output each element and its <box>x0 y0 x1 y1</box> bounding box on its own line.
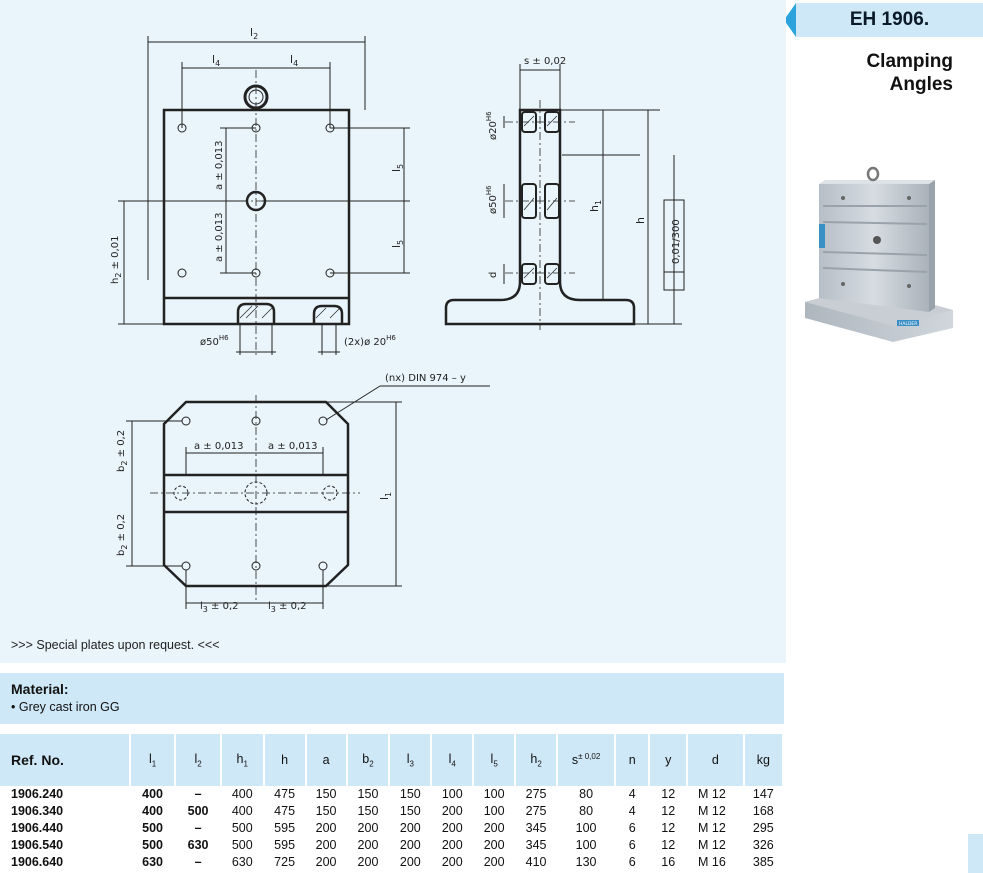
table-cell: 630 <box>175 837 221 854</box>
dim-l5-lower: $l_5$ <box>390 239 405 248</box>
col-header-7: $l_3$ <box>389 734 431 786</box>
dim-d50: $ø50^{H6}$ <box>200 334 229 348</box>
table-cell: 200 <box>306 854 347 871</box>
table-cell: 500 <box>221 837 264 854</box>
dim-l1: $l_1$ <box>378 491 393 500</box>
table-cell: 200 <box>473 820 515 837</box>
material-item: • Grey cast iron GG <box>11 700 120 714</box>
table-cell: 1906.540 <box>0 837 130 854</box>
col-header-12: n <box>615 734 649 786</box>
table-cell: 400 <box>221 786 264 803</box>
table-cell: 150 <box>347 803 390 820</box>
table-cell: 6 <box>615 837 649 854</box>
table-cell: 16 <box>649 854 687 871</box>
dim-l5-upper: $l_5$ <box>390 163 405 172</box>
title-line-2: Angles <box>889 74 953 95</box>
table-row <box>0 786 783 803</box>
table-cell: 12 <box>649 803 687 820</box>
material-section <box>0 673 784 724</box>
table-cell: 275 <box>515 786 557 803</box>
table-cell: 200 <box>389 820 431 837</box>
table-cell: 100 <box>473 803 515 820</box>
table-cell: 100 <box>473 786 515 803</box>
table-cell: 200 <box>431 854 473 871</box>
table-cell: 500 <box>130 820 176 837</box>
dim-b2-lower: $b_2 \pm 0,2$ <box>116 513 129 556</box>
front-plate-outline <box>164 110 349 324</box>
dim-d20-side: $ø20^{H6}$ <box>485 111 499 140</box>
table-cell: 400 <box>221 803 264 820</box>
table-cell: 4 <box>615 803 649 820</box>
table-cell: 150 <box>306 803 347 820</box>
table-cell: 200 <box>347 854 390 871</box>
col-header-5: a <box>306 734 347 786</box>
dim-b2-upper: $b_2 \pm 0,2$ <box>116 429 129 472</box>
col-header-10: $h_2$ <box>515 734 557 786</box>
col-header-11: $s^{\pm 0,02}$ <box>557 734 615 786</box>
table-cell: 345 <box>515 820 557 837</box>
table-cell: 385 <box>744 854 783 871</box>
table-cell: 150 <box>347 786 390 803</box>
product-title <box>866 50 953 96</box>
table-cell: 12 <box>649 837 687 854</box>
dim-h: h <box>634 217 647 224</box>
product-tab <box>796 3 983 37</box>
table-cell: 400 <box>130 786 176 803</box>
table-row <box>0 803 783 820</box>
table-row <box>0 820 783 837</box>
table-cell: 100 <box>557 820 615 837</box>
table-cell: M 12 <box>687 803 744 820</box>
dim-l2: $l_2$ <box>250 26 259 41</box>
flatness-tolerance: 0,01/300 <box>671 219 682 264</box>
col-header-4: h <box>264 734 306 786</box>
table-cell: 595 <box>264 837 306 854</box>
col-header-8: $l_4$ <box>431 734 473 786</box>
table-cell: 630 <box>221 854 264 871</box>
table-cell: 200 <box>473 837 515 854</box>
table-cell: 100 <box>431 786 473 803</box>
table-cell: 275 <box>515 803 557 820</box>
table-cell: 168 <box>744 803 783 820</box>
col-header-15: kg <box>744 734 783 786</box>
table-row <box>0 854 783 871</box>
table-cell: 80 <box>557 786 615 803</box>
table-body <box>0 786 783 871</box>
col-header-3: $h_1$ <box>221 734 264 786</box>
table-cell: 400 <box>130 803 176 820</box>
table-cell: M 12 <box>687 820 744 837</box>
title-line-1: Clamping <box>866 51 953 72</box>
table-cell: 1906.440 <box>0 820 130 837</box>
table-cell: 100 <box>557 837 615 854</box>
table-cell: 200 <box>389 837 431 854</box>
table-cell: 500 <box>221 820 264 837</box>
dim-h1: $h_1$ <box>588 199 603 212</box>
table-cell: 630 <box>130 854 176 871</box>
col-header-13: y <box>649 734 687 786</box>
table-cell: 1906.640 <box>0 854 130 871</box>
table-cell: – <box>175 854 221 871</box>
table-cell: M 16 <box>687 854 744 871</box>
table-cell: 500 <box>130 837 176 854</box>
table-cell: 200 <box>347 837 390 854</box>
table-cell: 200 <box>431 837 473 854</box>
product-code: EH 1906. <box>849 9 930 30</box>
dim-l4-right: $l_4$ <box>290 53 299 68</box>
table-cell: 410 <box>515 854 557 871</box>
spec-table <box>0 734 784 871</box>
table-cell: 1906.240 <box>0 786 130 803</box>
table-row <box>0 837 783 854</box>
table-cell: 4 <box>615 786 649 803</box>
dim-a-upper: a ± 0,013 <box>214 140 225 190</box>
table-cell: 12 <box>649 820 687 837</box>
dim-l4-left: $l_4$ <box>212 53 221 68</box>
col-header-2: $l_2$ <box>175 734 221 786</box>
table-cell: 147 <box>744 786 783 803</box>
table-cell: 1906.340 <box>0 803 130 820</box>
corner-tab <box>968 834 983 873</box>
table-cell: 6 <box>615 854 649 871</box>
table-cell: 6 <box>615 820 649 837</box>
table-cell: 150 <box>389 803 431 820</box>
table-cell: 200 <box>306 820 347 837</box>
table-cell: M 12 <box>687 837 744 854</box>
table-cell: 345 <box>515 837 557 854</box>
dim-a-top-right: a ± 0,013 <box>268 441 318 452</box>
table-cell: 200 <box>389 854 431 871</box>
dim-a-lower: a ± 0,013 <box>214 212 225 262</box>
table-cell: 200 <box>431 820 473 837</box>
table-cell: 80 <box>557 803 615 820</box>
table-cell: 595 <box>264 820 306 837</box>
table-header-row <box>0 734 783 786</box>
table-cell: – <box>175 786 221 803</box>
col-header-6: $b_2$ <box>347 734 390 786</box>
col-header-1: $l_1$ <box>130 734 176 786</box>
table-cell: 200 <box>306 837 347 854</box>
table-cell: 200 <box>473 854 515 871</box>
table-cell: 326 <box>744 837 783 854</box>
din-note: (nx) DIN 974 – y <box>385 373 466 384</box>
table-cell: 200 <box>347 820 390 837</box>
dim-s: s ± 0,02 <box>524 56 567 67</box>
table-cell: 200 <box>431 803 473 820</box>
dim-l3-right: $l_3 \pm 0,2$ <box>268 601 307 614</box>
table-cell: 295 <box>744 820 783 837</box>
dim-l3-left: $l_3 \pm 0,2$ <box>200 601 239 614</box>
table-cell: 475 <box>264 786 306 803</box>
dim-2x-d20: (2x)ø $20^{H6}$ <box>344 334 396 348</box>
material-heading: Material: <box>11 681 69 697</box>
dim-d50-side: $ø50^{H6}$ <box>485 185 499 214</box>
dim-d-side: d <box>488 271 499 278</box>
table-cell: 150 <box>389 786 431 803</box>
col-header-0: Ref. No. <box>0 734 130 786</box>
product-photo <box>803 160 955 342</box>
dim-h2: $h_2 \pm 0,01$ <box>110 235 123 284</box>
table-cell: 150 <box>306 786 347 803</box>
photo-brand-label: HALDER <box>899 322 918 327</box>
table-cell: 12 <box>649 786 687 803</box>
special-plates-note: >>> Special plates upon request. <<< <box>11 638 220 652</box>
dim-a-top-left: a ± 0,013 <box>194 441 244 452</box>
table-cell: – <box>175 820 221 837</box>
table-cell: 500 <box>175 803 221 820</box>
col-header-9: $l_5$ <box>473 734 515 786</box>
table-cell: 725 <box>264 854 306 871</box>
col-header-14: d <box>687 734 744 786</box>
table-cell: M 12 <box>687 786 744 803</box>
table-cell: 475 <box>264 803 306 820</box>
table-cell: 130 <box>557 854 615 871</box>
